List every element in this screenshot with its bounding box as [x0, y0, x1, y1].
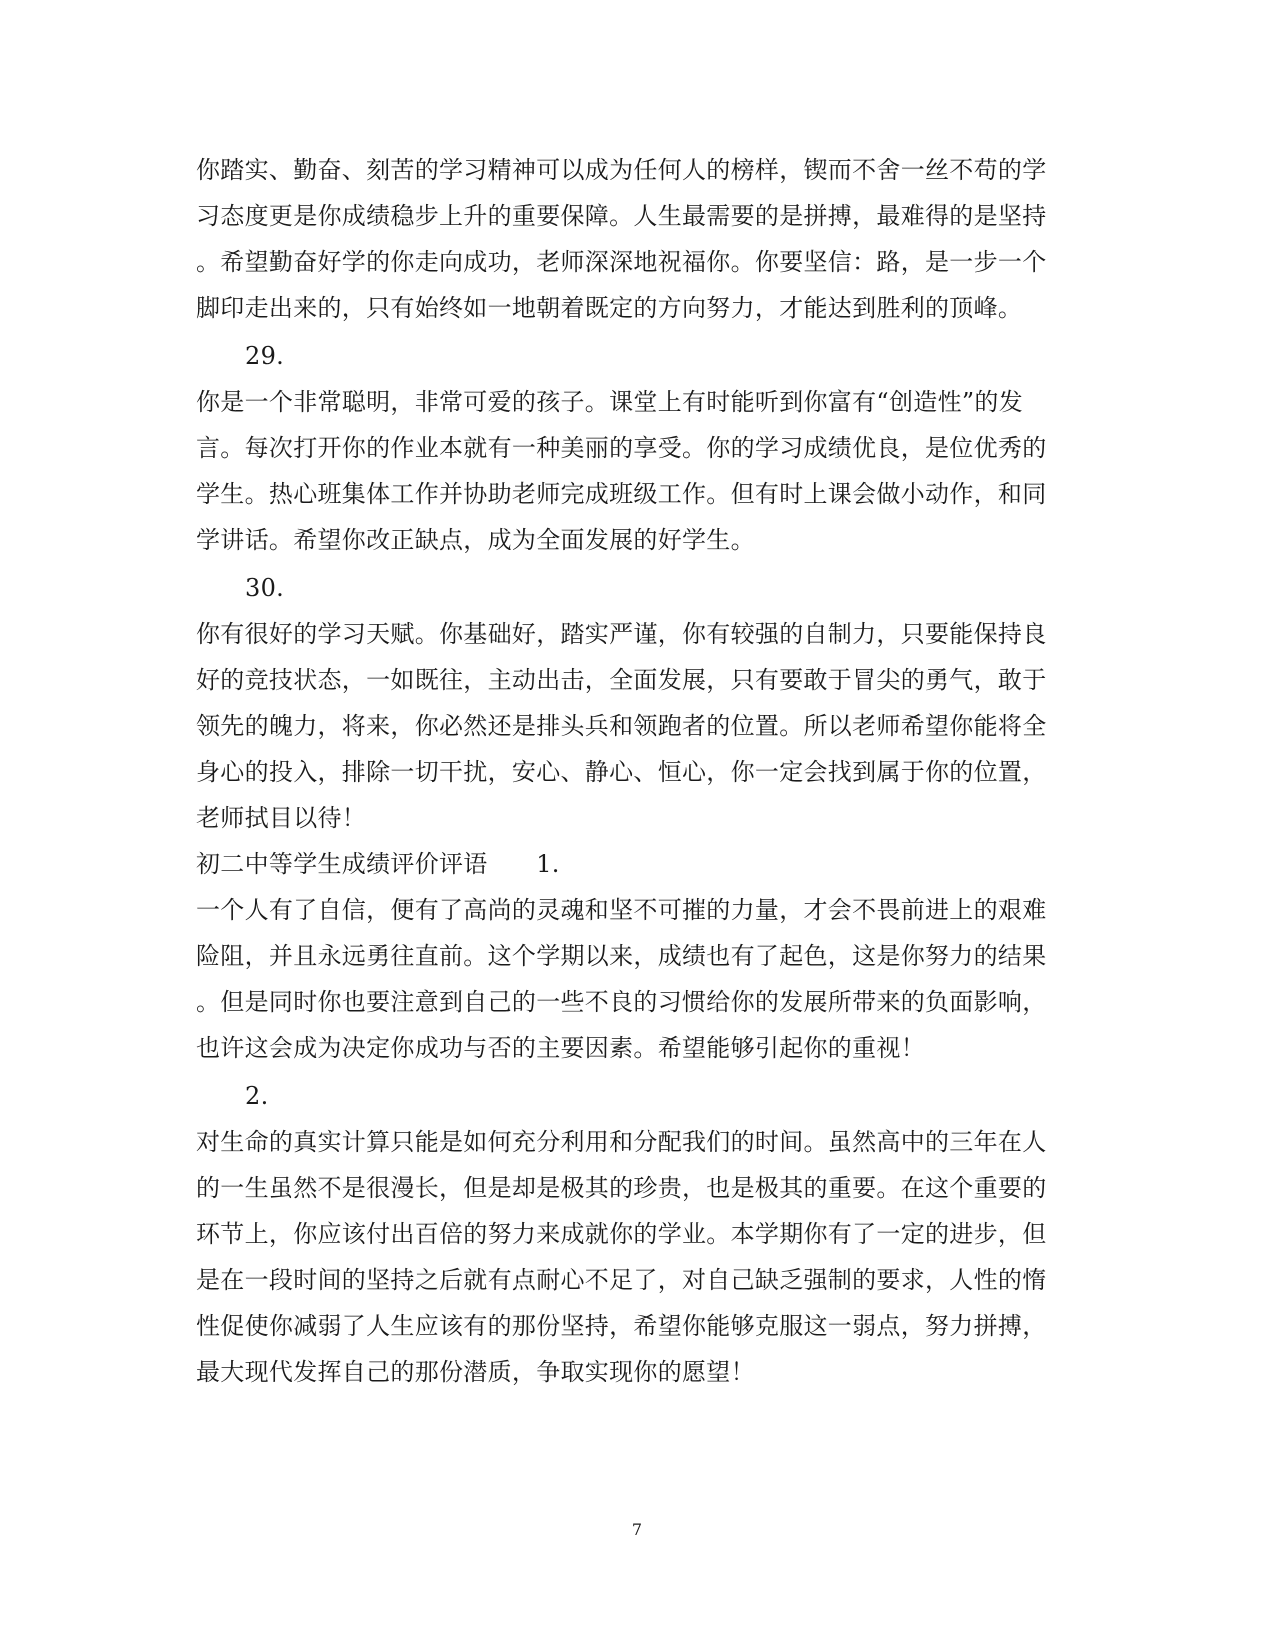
- text-line: 脚印走出来的，只有始终如一地朝着既定的方向努力，才能达到胜利的顶峰。: [196, 294, 1023, 322]
- text-line: 习态度更是你成绩稳步上升的重要保障。人生最需要的是拼搏，最难得的是坚持: [196, 202, 1047, 230]
- text-line: 。希望勤奋好学的你走向成功，老师深深地祝福你。你要坚信：路，是一步一个: [196, 248, 1047, 276]
- text-line: 身心的投入，排除一切干扰，安心、静心、恒心，你一定会找到属于你的位置，: [196, 758, 1047, 786]
- text-line: 险阻，并且永远勇往直前。这个学期以来，成绩也有了起色，这是你努力的结果: [196, 942, 1047, 970]
- text-line: 最大现代发挥自己的那份潜质，争取实现你的愿望！: [196, 1358, 755, 1386]
- text-line: 学讲话。希望你改正缺点，成为全面发展的好学生。: [196, 526, 755, 554]
- text-line: 领先的魄力，将来，你必然还是排头兵和领跑者的位置。所以老师希望你能将全: [196, 712, 1047, 740]
- section-heading: 初二中等学生成绩评价评语 1.: [196, 850, 560, 878]
- text-line: 对生命的真实计算只能是如何充分利用和分配我们的时间。虽然高中的三年在人: [196, 1128, 1047, 1156]
- item-number: 30.: [245, 574, 285, 602]
- text-line: 性促使你减弱了人生应该有的那份坚持，希望你能够克服这一弱点，努力拼搏，: [196, 1312, 1047, 1340]
- text-line: 也许这会成为决定你成功与否的主要因素。希望能够引起你的重视！: [196, 1034, 925, 1062]
- text-line: 你是一个非常聪明，非常可爱的孩子。课堂上有时能听到你富有“创造性”的发: [196, 388, 1024, 416]
- text-line: 一个人有了自信，便有了高尚的灵魂和坚不可摧的力量，才会不畏前进上的艰难: [196, 896, 1047, 924]
- item-number: 2.: [245, 1082, 269, 1110]
- item-number: 29.: [245, 342, 285, 370]
- text-line: 言。每次打开你的作业本就有一种美丽的享受。你的学习成绩优良，是位优秀的: [196, 434, 1047, 462]
- text-line: 的一生虽然不是很漫长，但是却是极其的珍贵，也是极其的重要。在这个重要的: [196, 1174, 1047, 1202]
- page-number: 7: [631, 1520, 643, 1539]
- text-line: 老师拭目以待！: [196, 804, 367, 832]
- text-line: 好的竞技状态，一如既往，主动出击，全面发展，只有要敢于冒尖的勇气，敢于: [196, 666, 1047, 694]
- text-line: 你踏实、勤奋、刻苦的学习精神可以成为任何人的榜样，锲而不舍一丝不苟的学: [196, 156, 1047, 184]
- text-line: 学生。热心班集体工作并协助老师完成班级工作。但有时上课会做小动作，和同: [196, 480, 1047, 508]
- text-line: 你有很好的学习天赋。你基础好，踏实严谨，你有较强的自制力，只要能保持良: [196, 620, 1047, 648]
- text-line: 。但是同时你也要注意到自己的一些不良的习惯给你的发展所带来的负面影响，: [196, 988, 1047, 1016]
- text-line: 是在一段时间的坚持之后就有点耐心不足了，对自己缺乏强制的要求，人性的惰: [196, 1266, 1047, 1294]
- text-line: 环节上，你应该付出百倍的努力来成就你的学业。本学期你有了一定的进步，但: [196, 1220, 1047, 1248]
